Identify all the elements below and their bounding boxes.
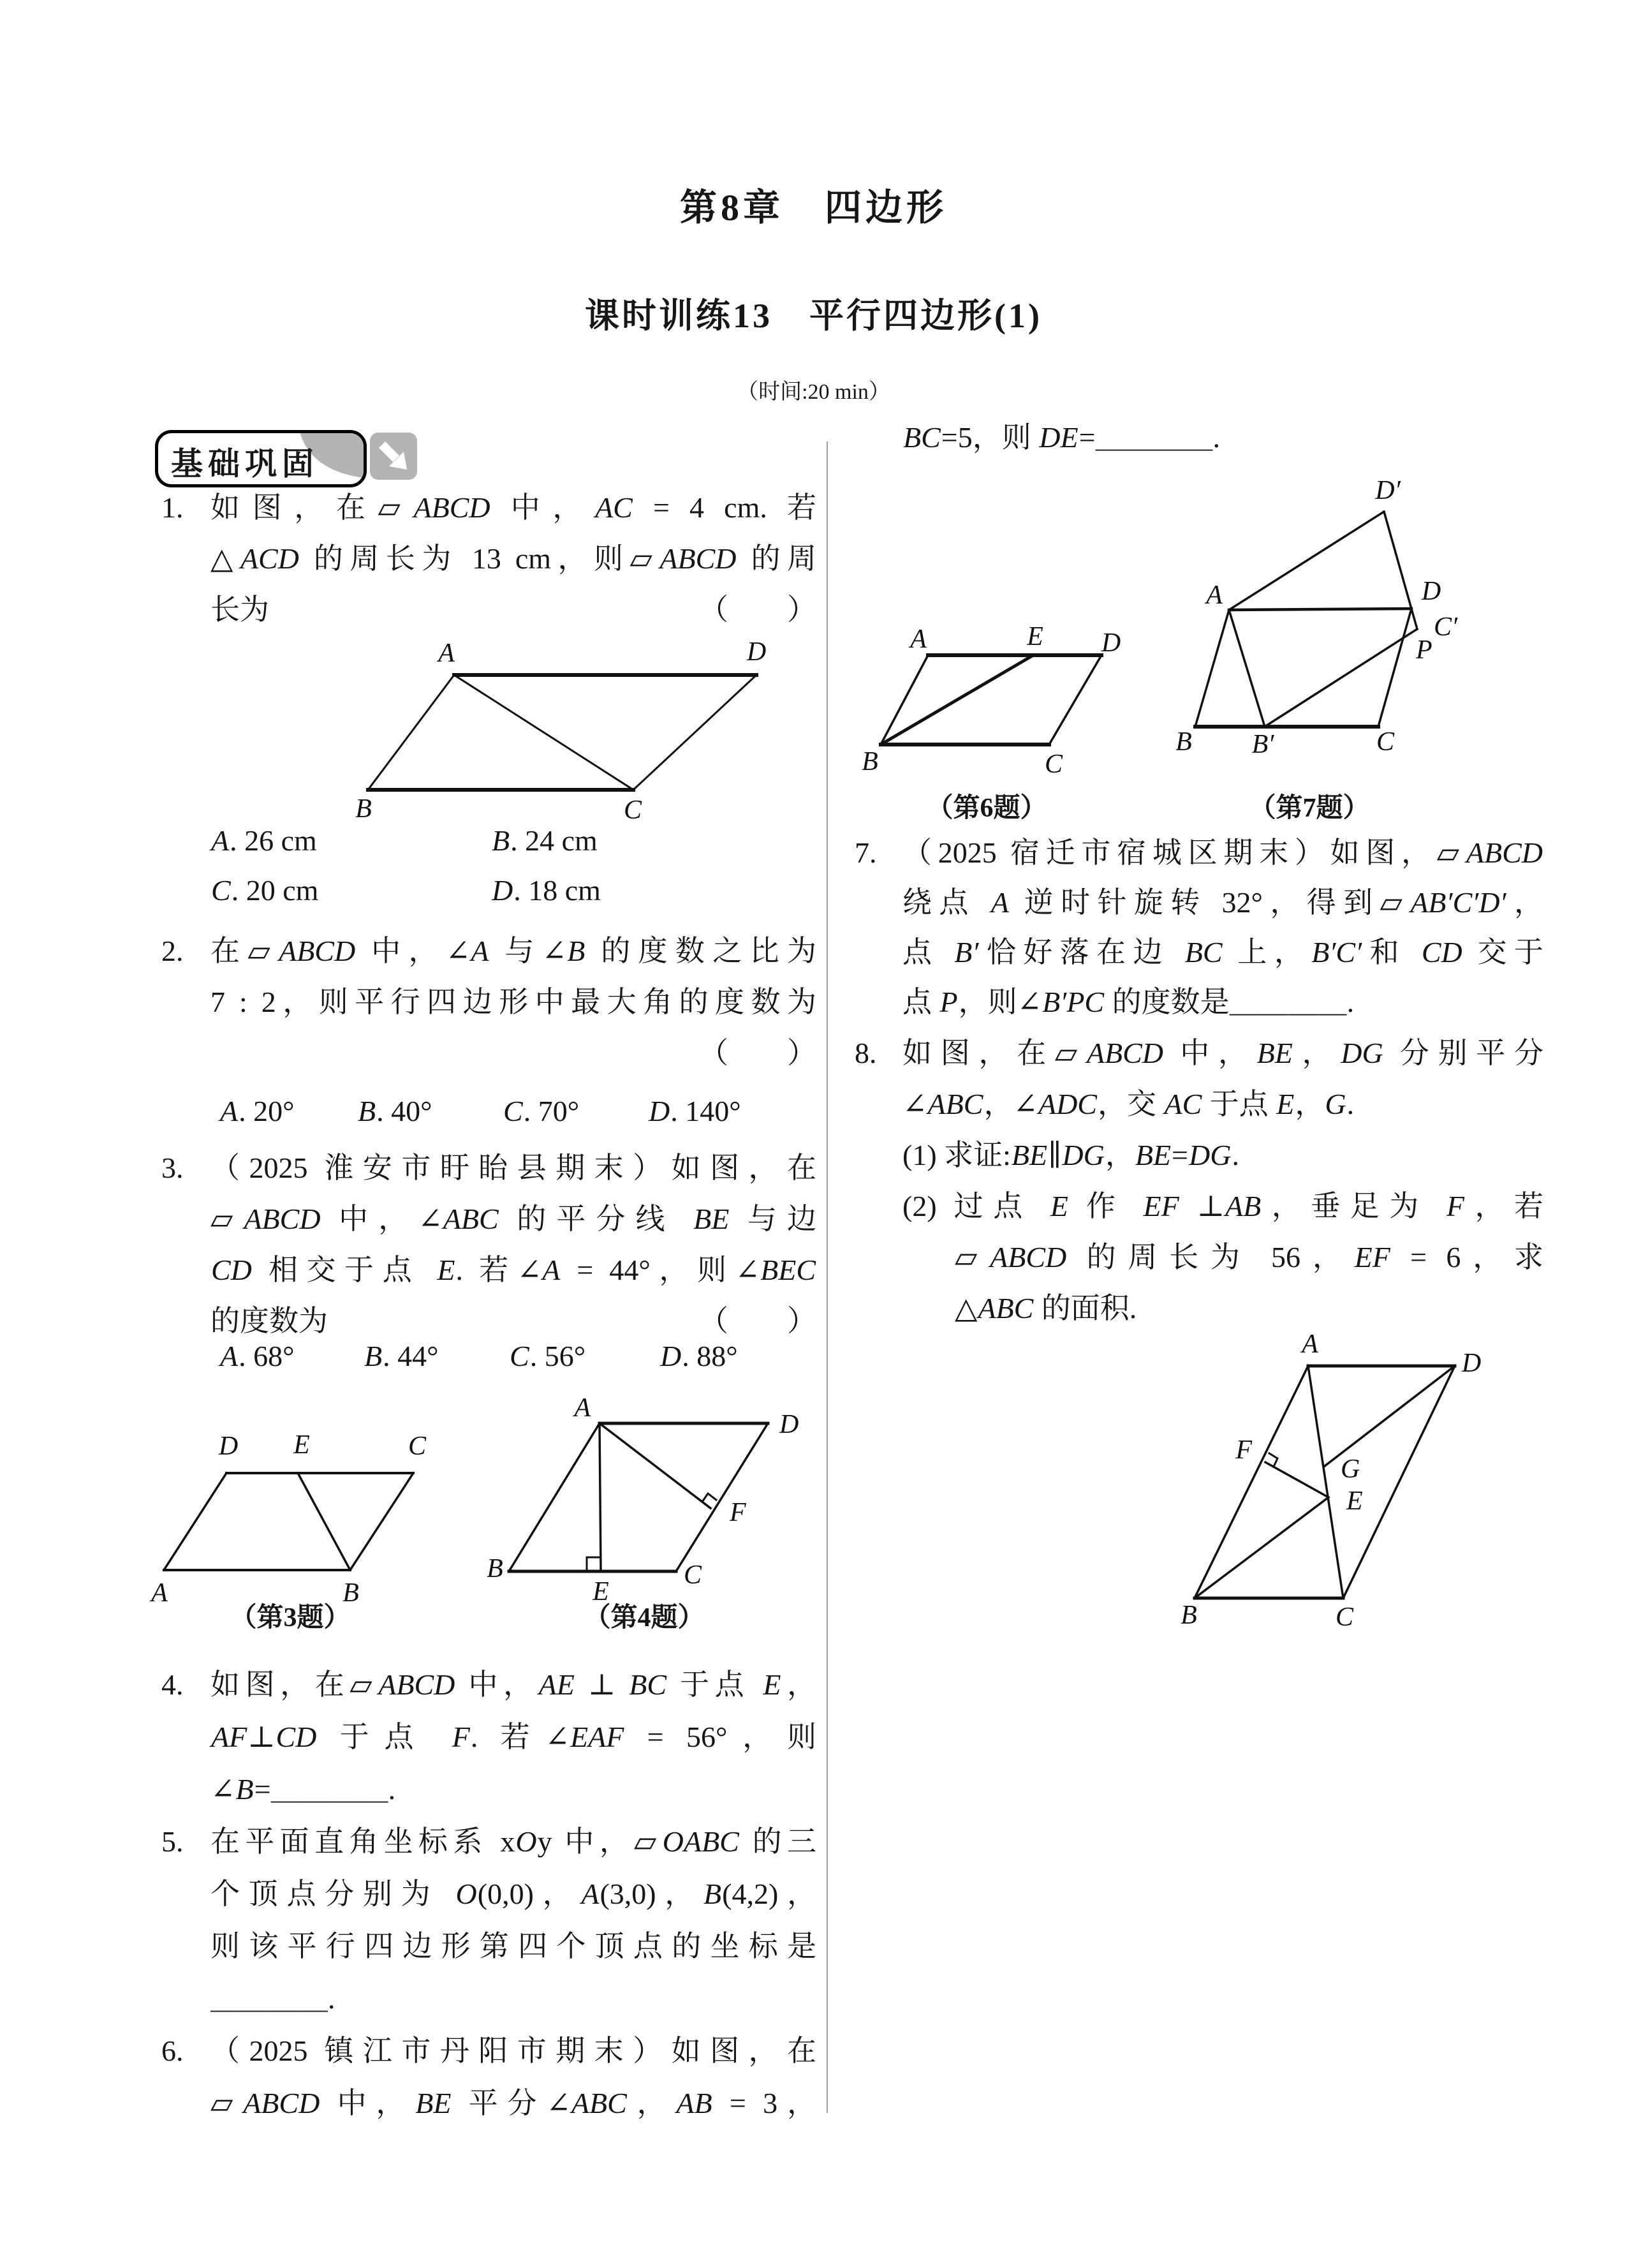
figure-caption-fig7: （第7题）: [1249, 794, 1370, 823]
figure-caption-fig6: （第6题）: [926, 794, 1047, 823]
vertex-label-Cp: C′: [1434, 612, 1458, 642]
section-badge-label: 基础巩固: [171, 446, 319, 482]
question-text: 的度数为: [210, 1305, 328, 1337]
question-q3-number: 3.: [161, 1152, 184, 1184]
question-q5-line-2: 个顶点分别为 O(0,0)，A(3,0)，B(4,2)，: [210, 1878, 816, 1910]
question-q1-line-3: [210, 590, 816, 631]
lesson-title: 课时训练13 平行四边形(1): [585, 297, 1042, 335]
question-q3-line-4: [210, 1301, 816, 1342]
answer-bracket: （ ）: [699, 1305, 816, 1337]
vertex-label-C: C: [1044, 750, 1063, 779]
vertex-label-E: E: [593, 1577, 609, 1606]
question-q8-line-2: ∠ABC，∠ADC，交 AC 于点 E，G.: [902, 1088, 1355, 1120]
figure-fig8-diagram: [1161, 1327, 1518, 1646]
vertex-label-D: D: [746, 637, 767, 667]
question-q8-line-4: (2) 过点 E 作 EF ⊥AB，垂足为 F，若: [902, 1190, 1544, 1222]
answer-bracket: （ ）: [699, 593, 816, 626]
vertex-label-A: A: [1302, 1330, 1318, 1359]
vertex-label-E: E: [1027, 622, 1043, 651]
edge-AB: [368, 675, 454, 790]
figure-caption-fig4: （第4题）: [584, 1603, 705, 1633]
vertex-label-E: E: [293, 1430, 310, 1460]
vertex-label-A: A: [438, 639, 455, 668]
question-q1-option-A: A. 26 cm: [211, 824, 317, 857]
edge-DG: [1325, 1366, 1455, 1466]
question-q7-line-2: 绕点 A 逆时针旋转 32°，得到▱AB′C′D′，: [902, 886, 1544, 919]
edge-AC: [1308, 1366, 1343, 1598]
vertex-label-Bp: B′: [1251, 730, 1274, 759]
figure-fig3-diagram: [147, 1391, 504, 1608]
edge-AF: [600, 1423, 710, 1508]
edge-AD: [164, 1473, 226, 1570]
question-q3-option-B: B. 44°: [364, 1340, 439, 1372]
question-q7-line-3: 点 B′恰好落在边 BC 上，B′C′和 CD 交于: [902, 936, 1544, 968]
vertex-label-B: B: [862, 747, 878, 776]
question-q7-line-1: （2025 宿迁市宿城区期末）如图，▱ABCD: [902, 836, 1543, 869]
question-q1-option-D: D. 18 cm: [492, 874, 601, 907]
question-q8-number: 8.: [855, 1037, 877, 1069]
question-q2-line-2: 7 : 2，则平行四边形中最大角的度数为: [210, 986, 816, 1018]
right-angle-mark: [702, 1493, 716, 1502]
edge-CD: [1378, 609, 1411, 727]
question-q5-line-3: 则该平行四边形第四个顶点的坐标是: [210, 1930, 816, 1962]
time-note: （时间:20 min）: [737, 380, 890, 404]
question-q4-line-2: AF⊥CD 于点 F. 若∠EAF = 56°，则: [211, 1721, 817, 1753]
question-q5-line-1: 在平面直角坐标系 xOy 中，▱OABC 的三: [210, 1825, 816, 1858]
vertex-label-C: C: [1335, 1603, 1354, 1632]
question-q1-line-1: 如图，在▱ABCD 中，AC = 4 cm. 若: [210, 491, 817, 524]
edge-AB: [1195, 610, 1229, 727]
vertex-label-B: B: [487, 1554, 503, 1583]
figure-fig7-diagram: [1161, 476, 1505, 791]
figure-fig1-diagram: [344, 628, 804, 825]
question-q3-line-2: ▱ABCD 中，∠ABC 的平分线 BE 与边: [210, 1203, 817, 1235]
answer-bracket: （ ）: [699, 1037, 816, 1069]
question-q1-number: 1.: [161, 491, 184, 524]
vertex-label-Dp: D′: [1375, 476, 1401, 505]
question-q5-line-4: ＿＿＿＿.: [210, 1982, 335, 2015]
edge-AE: [600, 1423, 601, 1571]
edge-AB: [509, 1423, 600, 1571]
question-q3-line-1: （2025 淮安市盱眙县期末）如图，在: [210, 1152, 816, 1184]
vertex-label-A: A: [151, 1578, 168, 1608]
arrow-down-right-icon: [370, 433, 417, 480]
vertex-label-B: B: [1181, 1601, 1197, 1630]
edge-AB: [1195, 1366, 1308, 1598]
edge-AC: [454, 675, 633, 790]
vertex-label-B: B: [1175, 727, 1192, 757]
edge-DC: [633, 675, 756, 790]
edge-BC: [350, 1473, 413, 1570]
question-text: 长为: [210, 593, 269, 626]
question-q3-line-3: CD 相交于点 E. 若∠A = 44°，则∠BEC: [211, 1254, 816, 1286]
question-q2-line-1: 在▱ABCD 中，∠A 与∠B 的度数之比为: [210, 935, 816, 967]
vertex-label-B: B: [342, 1578, 359, 1608]
vertex-label-C: C: [683, 1560, 702, 1590]
right-angle-mark: [587, 1557, 601, 1571]
vertex-label-C: C: [623, 796, 642, 825]
vertex-label-D: D: [1101, 628, 1121, 658]
question-q3-option-C: C. 56°: [510, 1340, 586, 1372]
figure-fig4-diagram: [466, 1384, 829, 1606]
edge-ADp: [1229, 512, 1384, 610]
figure-caption-fig3: （第3题）: [230, 1603, 351, 1633]
vertex-label-A: A: [1206, 581, 1223, 610]
edge-AD: [1229, 609, 1411, 610]
edge-BE: [1195, 1497, 1329, 1598]
question-q2-option-C: C. 70°: [503, 1095, 580, 1127]
edge-BpCp: [1265, 629, 1417, 727]
question-q6-number: 6.: [161, 2035, 184, 2067]
question-q2-number: 2.: [161, 935, 184, 967]
edge-EB: [298, 1473, 350, 1570]
question-q5-number: 5.: [161, 1825, 184, 1858]
question-q7-number: 7.: [855, 836, 877, 869]
edge-DC: [676, 1423, 768, 1571]
vertex-label-D: D: [779, 1410, 799, 1439]
vertex-label-G: G: [1341, 1455, 1360, 1484]
question-q3-option-D: D. 88°: [660, 1340, 738, 1372]
question-q8-line-5: ▱ABCD 的周长为 56，EF = 6，求: [955, 1241, 1543, 1273]
question-q1-line-2: △ACD 的周长为 13 cm，则▱ABCD 的周: [210, 542, 816, 575]
column-divider: [827, 441, 828, 2113]
vertex-label-C: C: [1376, 727, 1395, 757]
chapter-title: 第8章 四边形: [679, 187, 947, 228]
question-q8-line-6: △ABC 的面积.: [955, 1292, 1137, 1324]
question-q6cont-line-1: BC=5，则 DE=＿＿＿＿.: [903, 421, 1221, 454]
question-q1-option-C: C. 20 cm: [211, 874, 319, 907]
edge-DC: [1049, 655, 1101, 745]
question-q2-option-A: A. 20°: [220, 1095, 295, 1127]
vertex-label-B: B: [355, 794, 372, 824]
question-q4-line-1: 如图，在▱ABCD 中，AE ⊥ BC 于点 E，: [210, 1668, 817, 1701]
vertex-label-D: D: [1421, 577, 1441, 606]
vertex-label-D: D: [218, 1432, 239, 1461]
question-q2-line-3: [210, 1034, 816, 1074]
question-q4-line-3: ∠B=＿＿＿＿.: [210, 1773, 396, 1805]
question-q2-option-B: B. 40°: [358, 1095, 432, 1127]
question-q7-line-4: 点 P，则∠B′PC 的度数是＿＿＿＿.: [902, 986, 1355, 1018]
edge-EF: [1265, 1462, 1329, 1497]
vertex-label-A: A: [574, 1393, 591, 1423]
vertex-label-C: C: [408, 1432, 427, 1461]
question-q3-option-A: A. 68°: [220, 1340, 295, 1372]
vertex-label-E: E: [1346, 1486, 1363, 1516]
question-q6-line-1: （2025 镇江市丹阳市期末）如图，在: [210, 2035, 816, 2067]
edge-DpCp: [1384, 512, 1417, 629]
question-q4-number: 4.: [161, 1668, 184, 1701]
question-q8-line-3: (1) 求证:BE∥DG，BE=DG.: [902, 1139, 1239, 1171]
vertex-label-A: A: [910, 625, 927, 654]
vertex-label-P: P: [1416, 635, 1432, 665]
vertex-label-F: F: [1235, 1435, 1252, 1465]
section-badge: [155, 430, 367, 487]
vertex-label-F: F: [730, 1498, 746, 1527]
question-q2-option-D: D. 140°: [649, 1095, 741, 1127]
vertex-label-D: D: [1461, 1349, 1482, 1378]
question-q6-line-2: ▱ABCD 中，BE 平分∠ABC，AB = 3，: [210, 2087, 816, 2119]
question-q1-option-B: B. 24 cm: [492, 824, 598, 857]
edge-ABp: [1229, 610, 1265, 727]
question-q8-line-1: 如图，在▱ABCD 中，BE，DG 分别平分: [902, 1037, 1543, 1069]
